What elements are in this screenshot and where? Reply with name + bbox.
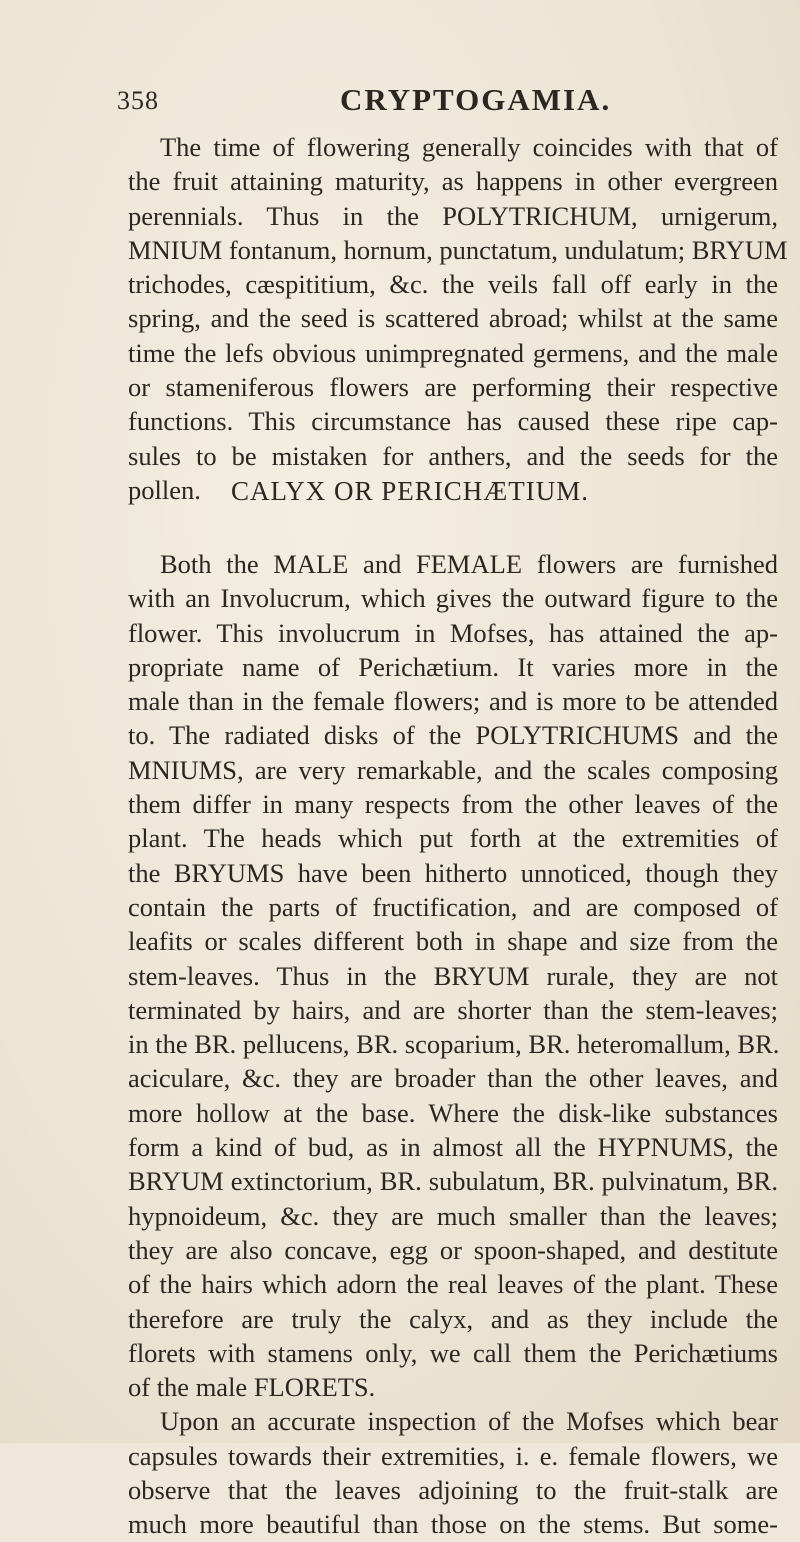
text-line: perennials. Thus in the POLYTRICHUM, urnigerum, bbox=[128, 200, 778, 231]
text-line: aciculare, &c. they are broader than the other leaves, and bbox=[128, 1063, 778, 1094]
text-line: capsules towards their extremities, i. e. female flowers, we bbox=[128, 1440, 778, 1471]
text-line: form a kind of bud, as in almost all the HYPNUMS, the bbox=[128, 1132, 778, 1163]
text-line: The time of flowering generally coincides with that of bbox=[160, 132, 778, 162]
text-line: propriate name of Perichætium. It varies more in the bbox=[128, 651, 778, 682]
section-heading bbox=[0, 476, 800, 507]
page-number: 358 bbox=[117, 86, 159, 115]
text-line: plant. The heads which put forth at the extremities of bbox=[128, 823, 778, 854]
text-line: spring, and the seed is scattered abroad; whilst at the same bbox=[128, 303, 778, 334]
text-line: hypnoideum, &c. they are much smaller than the leaves; bbox=[128, 1200, 778, 1231]
paragraph-flowering-time bbox=[128, 130, 788, 507]
text-line: leafits or scales different both in shape and size from the bbox=[128, 926, 778, 957]
text-line: or stameniferous flowers are performing their respective bbox=[128, 372, 778, 403]
text-line: time the lefs obvious unimpregnated germens, and the male bbox=[128, 337, 778, 368]
text-line: the fruit attaining maturity, as happens in other evergreen bbox=[128, 166, 778, 197]
text-line: much more beautiful than those on the stems. But some- bbox=[128, 1509, 778, 1540]
text-line: of the male FLORETS. bbox=[128, 1372, 376, 1403]
text-line: flower. This involucrum in Mofses, has attained the ap- bbox=[128, 617, 778, 648]
text-line: Both the MALE and FEMALE flowers are furnished bbox=[160, 549, 778, 579]
text-line: with an Involucrum, which gives the outward figure to the bbox=[128, 583, 778, 614]
text-line: MNIUM fontanum, hornum, punctatum, undulatum; BRYUM bbox=[128, 234, 788, 265]
text-line: contain the parts of fructification, and are composed of bbox=[128, 891, 778, 922]
text-line: sules to be mistaken for anthers, and the seeds for the bbox=[128, 440, 778, 471]
paragraph-calyx bbox=[128, 547, 778, 1542]
text-line: trichodes, cæspititium, &c. the veils fall off early in the bbox=[128, 269, 778, 300]
text-line: pollen. bbox=[128, 474, 201, 505]
text-line: to. The radiated disks of the POLYTRICHUMS and the bbox=[128, 720, 778, 751]
text-line: of the hairs which adorn the real leaves of the plant. These bbox=[128, 1269, 778, 1300]
text-line: stem-leaves. Thus in the BRYUM rurale, they are not bbox=[128, 960, 778, 991]
text-line: therefore are truly the calyx, and as they include the bbox=[128, 1303, 778, 1334]
text-line: in the BR. pellucens, BR. scoparium, BR. heteromallum, BR. bbox=[128, 1029, 780, 1060]
text-line: florets with stamens only, we call them the Perichætiums bbox=[128, 1337, 778, 1368]
text-line: observe that the leaves adjoining to the fruit-stalk are bbox=[128, 1475, 778, 1506]
text-line: the BRYUMS have been hitherto unnoticed, though they bbox=[128, 857, 778, 888]
running-title: CRYPTOGAMIA. bbox=[340, 82, 612, 117]
text-line: they are also concave, egg or spoon-shaped, and destitute bbox=[128, 1234, 778, 1265]
text-line: more hollow at the base. Where the disk-like substances bbox=[128, 1097, 778, 1128]
text-line: them differ in many respects from the other leaves of the bbox=[128, 789, 778, 820]
text-line: MNIUMS, are very remarkable, and the scales composing bbox=[128, 754, 778, 785]
running-head bbox=[117, 82, 717, 122]
text-line: Upon an accurate inspection of the Mofses which bear bbox=[160, 1406, 778, 1437]
text-line: terminated by hairs, and are shorter than the stem-leaves; bbox=[128, 994, 778, 1025]
section-heading-text: CALYX OR PERICHÆTIUM. bbox=[230, 476, 590, 506]
text-line: male than in the female flowers; and is more to be attended bbox=[128, 686, 778, 717]
text-line: functions. This circumstance has caused these ripe cap- bbox=[128, 406, 778, 437]
text-line: BRYUM extinctorium, BR. subulatum, BR. pulvinatum, BR. bbox=[128, 1166, 778, 1197]
